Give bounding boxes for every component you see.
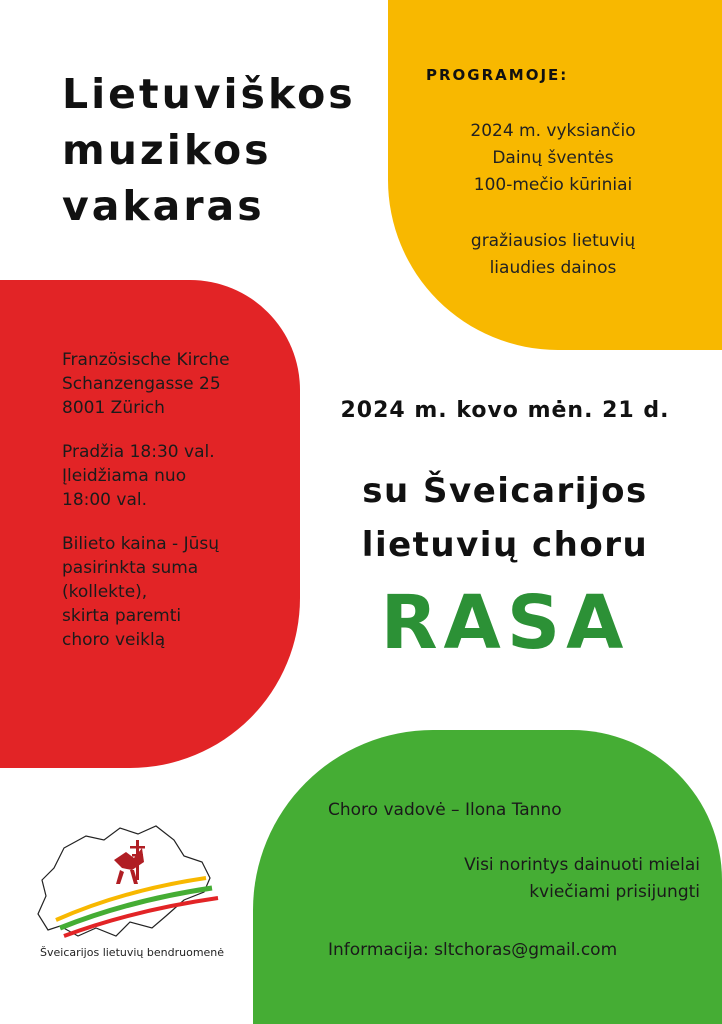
time-line: 18:00 val.	[62, 490, 147, 510]
program-line: Dainų šventės	[492, 148, 614, 168]
intro-line: lietuvių choru	[361, 525, 649, 565]
program-item-folk-songs	[408, 228, 698, 282]
title-line: Lietuviškos	[62, 70, 356, 118]
logo-caption: Šveicarijos lietuvių bendruomenė	[40, 946, 225, 959]
program-item-song-festival	[408, 118, 698, 199]
venue-address	[62, 348, 292, 420]
title-line: vakaras	[62, 182, 265, 230]
address-line: 8001 Zürich	[62, 398, 165, 418]
ticket-line: skirta paremti	[62, 606, 182, 626]
address-line: Französische Kirche	[62, 350, 230, 370]
program-line: 100-mečio kūriniai	[473, 175, 633, 195]
ticket-line: pasirinkta suma	[62, 558, 199, 578]
address-line: Schanzengasse 25	[62, 374, 221, 394]
ticket-line: choro veiklą	[62, 630, 166, 650]
event-choir-intro	[300, 464, 710, 572]
ticket-line: Bilieto kaina - Jūsų	[62, 534, 220, 554]
contact-info: Informacija: sltchoras@gmail.com	[328, 940, 618, 960]
program-line: liaudies dainos	[489, 258, 617, 278]
venue-ticket	[62, 532, 292, 652]
time-line: Įleidžiama nuo	[62, 466, 187, 486]
time-line: Pradžia 18:30 val.	[62, 442, 215, 462]
venue-time	[62, 440, 292, 512]
event-date: 2024 m. kovo mėn. 21 d.	[340, 398, 670, 423]
title-line: muzikos	[62, 126, 272, 174]
ticket-line: (kollekte),	[62, 582, 148, 602]
invite-line: Visi norintys dainuoti mielai	[464, 855, 700, 875]
join-invitation	[360, 852, 700, 906]
vytis-emblem	[114, 840, 145, 884]
program-line: gražiausios lietuvių	[470, 231, 636, 251]
invite-line: kviečiami prisijungti	[529, 882, 700, 902]
poster-title	[62, 66, 382, 234]
community-logo-icon	[34, 818, 234, 946]
program-line: 2024 m. vyksiančio	[470, 121, 636, 141]
choir-name: RASA	[380, 580, 630, 666]
choir-director: Choro vadovė – Ilona Tanno	[328, 800, 562, 820]
intro-line: su Šveicarijos	[362, 471, 648, 511]
program-heading: PROGRAMOJE:	[426, 66, 569, 84]
venue-details	[62, 348, 292, 672]
